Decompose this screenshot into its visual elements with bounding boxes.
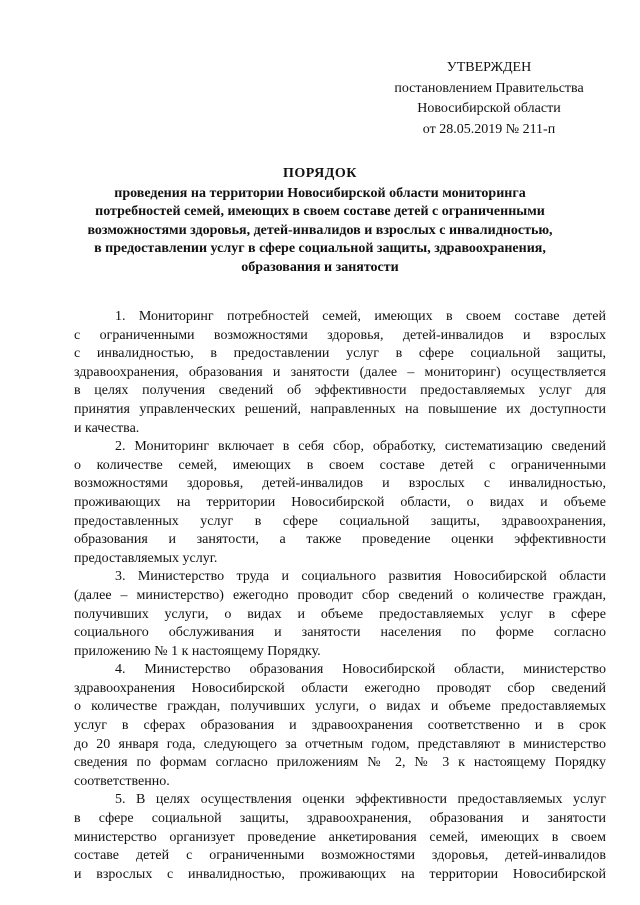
paragraph-line: сведения по формам согласно приложениям № 2, № 3 к настоящему Порядку xyxy=(74,755,606,771)
paragraph-4 xyxy=(74,661,606,791)
paragraph-line: составе детей с ограниченными возможностями здоровья, детей-инвалидов xyxy=(74,848,606,864)
paragraph-line: предоставляемых услуг. xyxy=(74,550,218,566)
paragraph-line: услуг в сферах образования и здравоохранения соответственно и в срок xyxy=(74,718,606,734)
paragraph-line: принятия управленческих решений, направленных на повышение их доступности xyxy=(74,401,606,417)
paragraph-line: соответственно. xyxy=(74,773,170,789)
paragraph-line: образования и занятости, а также проведение оценки эффективности xyxy=(74,532,606,548)
paragraph-line: и качества. xyxy=(74,420,140,436)
paragraph-line: в целях получения сведений об эффективности предоставляемых услуг для xyxy=(74,383,606,399)
paragraph-line: 3. Министерство труда и социального развития Новосибирской области xyxy=(115,569,606,585)
paragraph-line: о количестве граждан, получивших услуги, о видах и объеме предоставляемых xyxy=(74,699,606,715)
approval-line-resolution: постановлением Правительства xyxy=(394,80,584,96)
paragraph-3 xyxy=(74,568,606,661)
paragraph-5 xyxy=(74,791,606,884)
paragraph-line: (далее – министерство) ежегодно проводит сбор сведений о количестве граждан, xyxy=(74,587,606,603)
approval-line-date-number: от 28.05.2019 № 211-п xyxy=(422,121,556,137)
paragraph-line: 1. Мониторинг потребностей семей, имеющих в своем составе детей xyxy=(115,309,606,324)
paragraph-line: в сфере социальной защиты, здравоохранения, образования и занятости xyxy=(74,811,606,827)
paragraph-1 xyxy=(74,308,606,438)
paragraph-line: приложению № 1 к настоящему Порядку. xyxy=(74,643,321,659)
paragraph-line: 4. Министерство образования Новосибирской области, министерство xyxy=(115,662,606,678)
paragraph-line: 5. В целях осуществления оценки эффективности предоставляемых услуг xyxy=(115,792,606,808)
approval-stamp xyxy=(374,58,604,140)
paragraph-line: с ограниченными возможностями здоровья, детей-инвалидов и взрослых xyxy=(74,327,606,343)
document-subtitle-line: потребностей семей, имеющих в своем составе детей с ограниченными xyxy=(95,204,545,219)
document-body xyxy=(74,308,606,884)
paragraph-line: здравоохранения Новосибирской области ежегодно проводят сбор сведений xyxy=(74,680,606,696)
document-subtitle-line: образования и занятости xyxy=(241,259,399,275)
paragraph-line: министерство организует проведение анкетирования семей, имеющих в своем xyxy=(74,829,606,845)
paragraph-line: здравоохранения, образования и занятости (далее – мониторинг) осуществляется xyxy=(74,364,606,380)
document-title: ПОРЯДОК xyxy=(283,166,357,181)
paragraph-line: возможностями здоровья, детей-инвалидов и взрослых с инвалидностью, xyxy=(74,476,606,492)
paragraph-line: и взрослых с инвалидностью, проживающих на территории Новосибирской xyxy=(74,866,606,882)
paragraph-line: 2. Мониторинг включает в себя сбор, обработку, систематизацию сведений xyxy=(115,439,606,455)
document-subtitle-line: в предоставлении услуг в сфере социальной защиты, здравоохранения, xyxy=(94,241,546,256)
document-subtitle-line: возможностями здоровья, детей-инвалидов и взрослых с инвалидностью, xyxy=(87,222,553,238)
paragraph-line: получивших услуги, о видах и объеме предоставляемых услуг в сфере xyxy=(74,606,606,622)
paragraph-line: с инвалидностью, в предоставлении услуг в сфере социальной защиты, xyxy=(74,346,606,362)
document-subtitle-line: проведения на территории Новосибирской области мониторинга xyxy=(114,185,526,201)
paragraph-line: о количестве семей, имеющих в своем составе детей с ограниченными xyxy=(74,457,606,473)
approval-line-region: Новосибирской области xyxy=(417,101,561,116)
paragraph-line: до 20 января года, следующего за отчетным годом, представляют в министерство xyxy=(74,736,606,752)
paragraph-2 xyxy=(74,438,606,568)
paragraph-line: предоставленных услуг в сфере социальной защиты, здравоохранения, xyxy=(74,513,606,529)
approval-line-approved: УТВЕРЖДЕН xyxy=(446,60,532,75)
document-heading xyxy=(60,165,580,277)
paragraph-line: социального обслуживания и занятости населения по форме согласно xyxy=(74,625,606,641)
paragraph-line: проживающих на территории Новосибирской области, о видах и объеме xyxy=(74,494,606,510)
